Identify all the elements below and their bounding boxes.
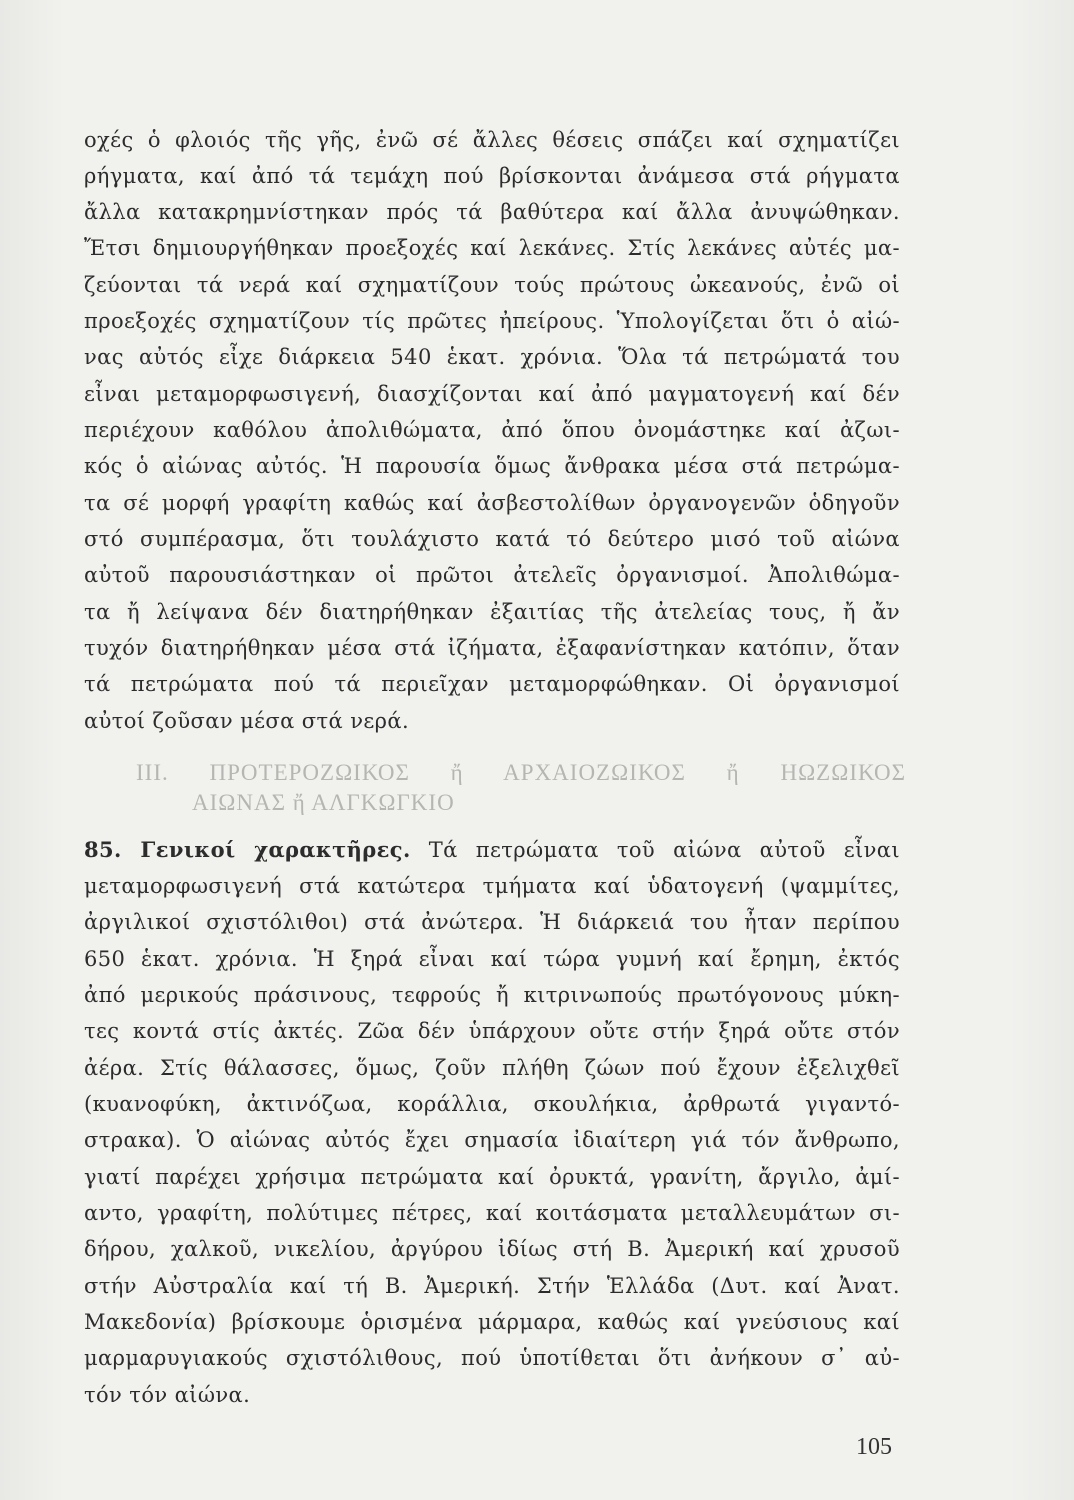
text-line: νας αὐτός εἶχε διάρκεια 540 ἑκατ. χρόνια. Ὅλα τά πετρώματά του xyxy=(84,345,900,369)
text-line: στρακα). Ὁ αἰώνας αὐτός ἔχει σημασία ἰδιαίτερη γιά τόν ἄνθρωπο, xyxy=(84,1128,900,1152)
text-line: αὐτοί ζοῦσαν μέσα στά νερά. xyxy=(84,709,410,733)
page-number: 105 xyxy=(856,1434,892,1460)
text-line: στήν Αὐστραλία καί τή Β. Ἀμερική. Στήν Ἑλλάδα (Δυτ. καί Ἀνατ. xyxy=(84,1274,900,1298)
chapter-heading-line-1: III. ΠΡΟΤΕΡΟΖΩΙΚΟΣ ἤ ΑΡΧΑΙΟΖΩΙΚΟΣ ἤ ΗΩΖΩΙΚΟΣ xyxy=(136,760,906,785)
text-line: τα σέ μορφή γραφίτη καθώς καί ἀσβεστολίθων ὀργανογενῶν ὁδηγοῦν xyxy=(84,491,900,515)
text-line: τόν τόν αἰώνα. xyxy=(84,1383,251,1407)
text-line: οχές ὁ φλοιός τῆς γῆς, ἐνῶ σέ ἄλλες θέσεις σπάζει καί σχηματίζει xyxy=(84,128,900,152)
text-line: ἀέρα. Στίς θάλασσες, ὅμως, ζοῦν πλήθη ζώων πού ἔχουν ἐξελιχθεῖ xyxy=(84,1056,900,1080)
text-line: τες κοντά στίς ἀκτές. Ζῶα δέν ὑπάρχουν οὔτε στήν ξηρά οὔτε στόν xyxy=(84,1019,900,1043)
text-line: ἀργιλικοί σχιστόλιθοι) στά ἀνώτερα. Ἡ διάρκειά του ἦταν περίπου xyxy=(84,910,900,934)
section-first-line-text: Τά πετρώματα τοῦ αἰώνα αὐτοῦ εἶναι xyxy=(428,838,900,862)
text-line: τυχόν διατηρήθηκαν μέσα στά ἰζήματα, ἐξαφανίστηκαν κατόπιν, ὅταν xyxy=(84,636,900,660)
text-line: προεξοχές σχηματίζουν τίς πρῶτες ἠπείρους. Ὑπολογίζεται ὅτι ὁ αἰώ- xyxy=(84,309,900,333)
text-line: Μακεδονία) βρίσκουμε ὁρισμένα μάρμαρα, καθώς καί γνεύσιους καί xyxy=(84,1310,900,1334)
chapter-heading-line-2: ΑΙΩΝΑΣ ἤ ΑΛΓΚΩΓΚΙΟ xyxy=(192,790,455,815)
text-line: ἀπό μερικούς πράσινους, τεφρούς ἤ κιτρινωπούς πρωτόγονους μύκη- xyxy=(84,983,900,1007)
text-line: περιέχουν καθόλου ἀπολιθώματα, ἀπό ὅπου ὀνομάστηκε καί ἀζωι- xyxy=(84,418,900,442)
text-line: τά πετρώματα πού τά περιεῖχαν μεταμορφώθηκαν. Οἱ ὀργανισμοί xyxy=(84,672,900,696)
section-title: 85. Γενικοί χαρακτῆρες. xyxy=(84,837,411,862)
section-first-line xyxy=(84,832,900,868)
text-line: γιατί παρέχει χρήσιμα πετρώματα καί ὀρυκτά, γρανίτη, ἄργιλο, ἀμί- xyxy=(84,1165,900,1189)
text-line: στό συμπέρασμα, ὅτι τουλάχιστο κατά τό δεύτερο μισό τοῦ αἰώνα xyxy=(84,527,900,551)
text-line: κός ὁ αἰώνας αὐτός. Ἡ παρουσία ὅμως ἄνθρακα μέσα στά πετρώμα- xyxy=(84,454,900,478)
text-line: μαρμαρυγιακούς σχιστόλιθους, πού ὑποτίθεται ὅτι ἀνήκουν σ᾽ αὐ- xyxy=(84,1346,900,1370)
text-line: δήρου, χαλκοῦ, νικελίου, ἀργύρου ἰδίως στή Β. Ἀμερική καί χρυσοῦ xyxy=(84,1237,900,1261)
text-line: (κυανοφύκη, ἀκτινόζωα, κοράλλια, σκουλήκια, ἀρθρωτά γιγαντό- xyxy=(84,1092,900,1116)
text-line: αὐτοῦ παρουσιάστηκαν οἱ πρῶτοι ἀτελεῖς ὀργανισμοί. Ἀπολιθώμα- xyxy=(84,563,900,587)
text-line: αντο, γραφίτη, πολύτιμες πέτρες, καί κοιτάσματα μεταλλευμάτων σι- xyxy=(84,1201,900,1225)
text-line: 650 ἑκατ. χρόνια. Ἡ ξηρά εἶναι καί τώρα γυμνή καί ἔρημη, ἐκτός xyxy=(84,947,900,971)
text-line: ἄλλα κατακρημνίστηκαν πρός τά βαθύτερα καί ἄλλα ἀνυψώθηκαν. xyxy=(84,200,900,224)
text-line: τα ἤ λείψανα δέν διατηρήθηκαν ἐξαιτίας τῆς ἀτελείας τους, ἤ ἄν xyxy=(84,600,900,624)
text-line: ζεύονται τά νερά καί σχηματίζουν τούς πρώτους ὠκεανούς, ἐνῶ οἱ xyxy=(84,273,900,297)
text-line: Ἔτσι δημιουργήθηκαν προεξοχές καί λεκάνες. Στίς λεκάνες αὐτές μα- xyxy=(84,236,900,260)
text-line: ρήγματα, καί ἀπό τά τεμάχη πού βρίσκονται ἀνάμεσα στά ρήγματα xyxy=(84,164,900,188)
text-line: μεταμορφωσιγενή στά κατώτερα τμήματα καί ὑδατογενή (ψαμμίτες, xyxy=(84,874,900,898)
text-line: εἶναι μεταμορφωσιγενή, διασχίζονται καί ἀπό μαγματογενή καί δέν xyxy=(84,382,900,406)
